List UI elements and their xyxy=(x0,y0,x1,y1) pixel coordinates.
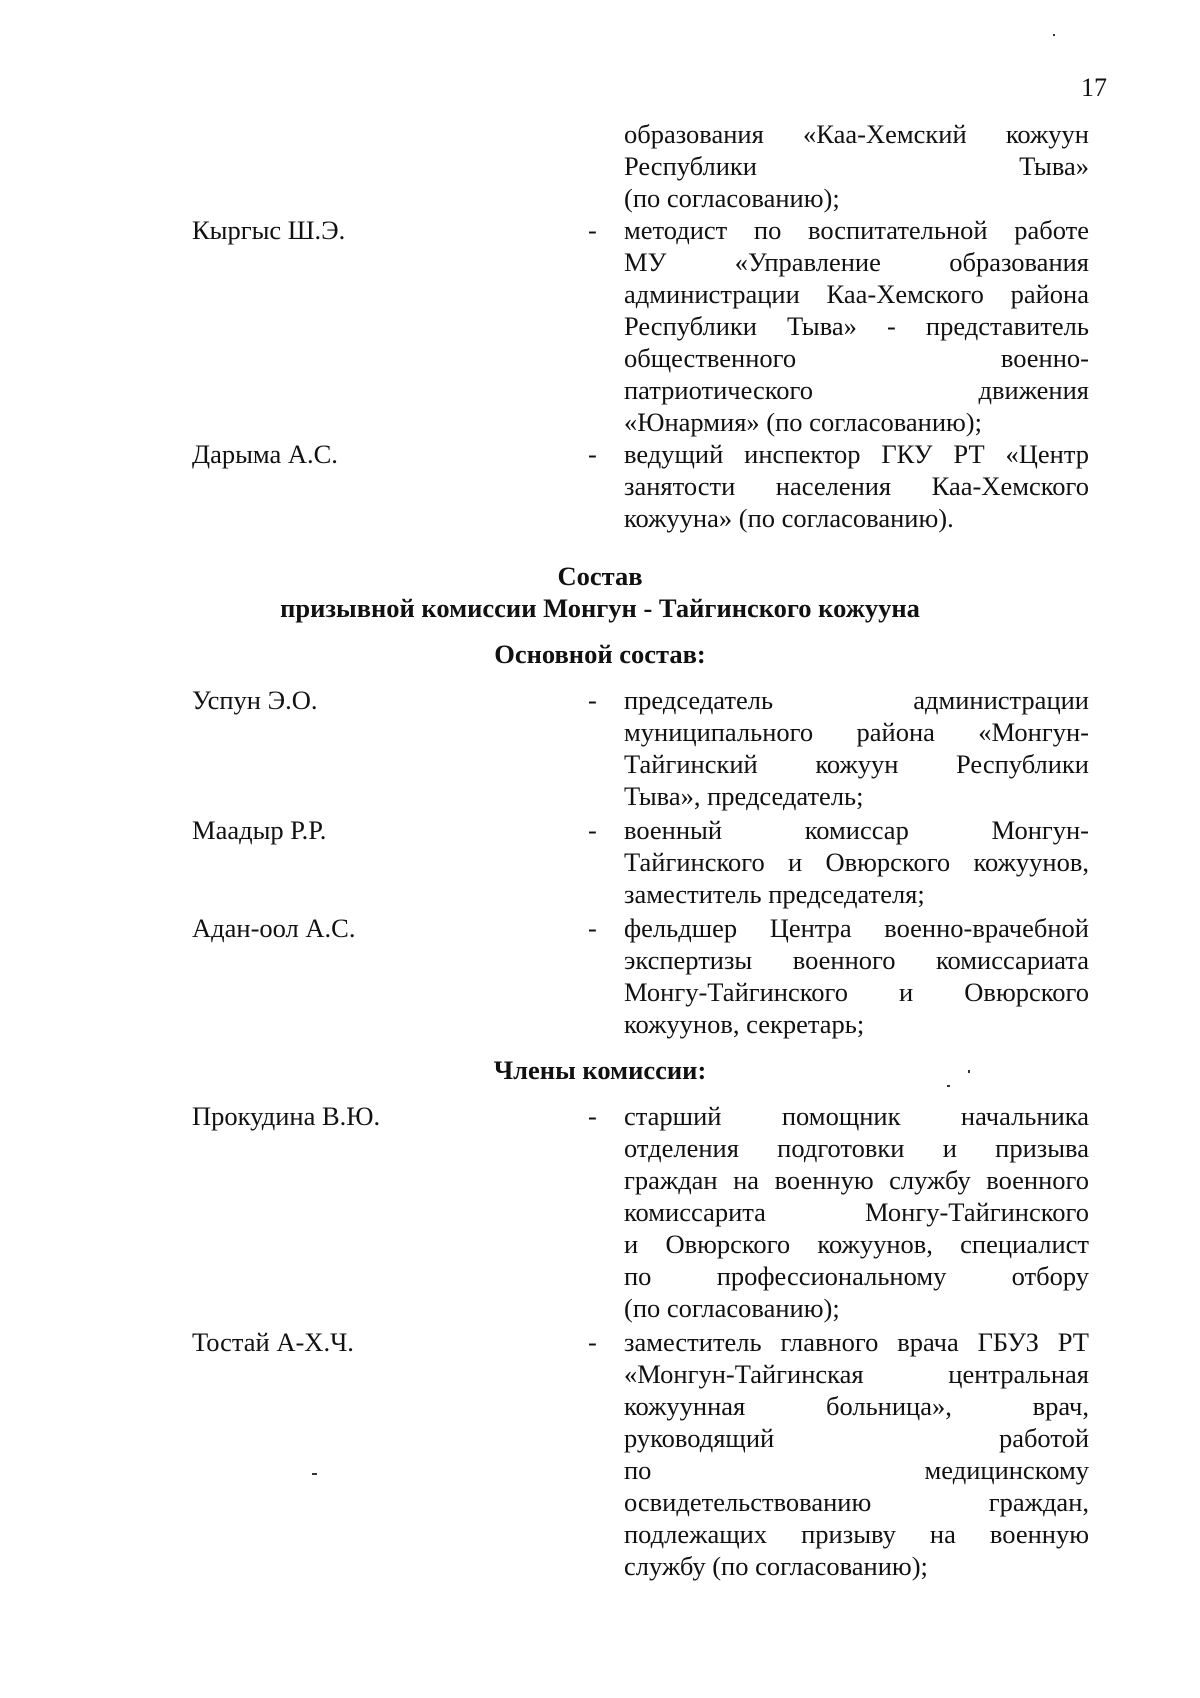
member-dash: - xyxy=(588,913,597,943)
member-desc-line: граждан на военную службу военного xyxy=(624,1165,1089,1195)
member-desc-line: экспертизы военного комиссариата xyxy=(624,945,1089,975)
member-desc-line: Тайгинского и Овюрского кожуунов, xyxy=(624,847,1089,877)
intro-line: (по согласованию); xyxy=(624,183,840,213)
member-desc-line: «Монгун-Тайгинская центральная xyxy=(624,1359,1089,1389)
member-desc-line: по медицинскому xyxy=(624,1455,1089,1485)
member-desc-line: фельдшер Центра военно-врачебной xyxy=(624,913,1089,943)
scan-speck xyxy=(1053,34,1055,36)
member-dash: - xyxy=(588,685,597,715)
member-name: Успун Э.О. xyxy=(192,685,318,715)
member-name: Тостай А-Х.Ч. xyxy=(192,1327,354,1357)
member-desc-line: администрации Каа-Хемского района xyxy=(624,279,1089,309)
member-desc-line: старший помощник начальника xyxy=(624,1101,1089,1131)
member-desc-line: патриотического движения xyxy=(624,375,1089,405)
member-name: Адан-оол А.С. xyxy=(192,913,356,943)
intro-line: образования «Каа-Хемский кожуун xyxy=(624,119,1089,149)
member-dash: - xyxy=(588,215,597,245)
section-subtitle: призывной комиссии Монгун - Тайгинского кожууна xyxy=(280,593,920,623)
member-name: Дарыма А.С. xyxy=(192,439,338,469)
member-desc-line: методист по воспитательной работе xyxy=(624,215,1089,245)
section-title: Состав xyxy=(557,561,643,591)
scan-speck xyxy=(312,1473,317,1475)
member-desc-line: освидетельствованию граждан, xyxy=(624,1487,1089,1517)
member-desc-line: заместитель главного врача ГБУЗ РТ xyxy=(624,1327,1089,1357)
main-composition-heading: Основной состав: xyxy=(494,639,706,669)
member-desc-line: службу (по согласованию); xyxy=(624,1551,928,1581)
scan-speck xyxy=(968,1070,970,1073)
member-desc-line: отделения подготовки и призыва xyxy=(624,1133,1089,1163)
member-dash: - xyxy=(588,439,597,469)
member-desc-line: Тайгинский кожуун Республики xyxy=(624,749,1089,779)
intro-line: Республики Тыва» xyxy=(624,151,1089,181)
member-desc-line: занятости населения Каа-Хемского xyxy=(624,471,1089,501)
member-desc-line: военный комиссар Монгун- xyxy=(624,815,1089,845)
member-dash: - xyxy=(588,1101,597,1131)
member-desc-line: по профессиональному отбору xyxy=(624,1261,1089,1291)
member-desc-line: МУ «Управление образования xyxy=(624,247,1089,277)
commission-members-heading: Члены комиссии: xyxy=(493,1055,707,1085)
member-desc-line: комиссарита Монгу-Тайгинского xyxy=(624,1197,1089,1227)
member-desc-line: подлежащих призыву на военную xyxy=(624,1519,1089,1549)
member-desc-line: заместитель председателя; xyxy=(624,879,925,909)
member-name: Прокудина В.Ю. xyxy=(192,1101,381,1131)
member-desc-line: муниципального района «Монгун- xyxy=(624,717,1089,747)
member-desc-line: и Овюрского кожуунов, специалист xyxy=(624,1229,1089,1259)
member-desc-line: Республики Тыва» - представитель xyxy=(624,311,1089,341)
page-number: 17 xyxy=(1081,73,1107,102)
member-desc-line: кожууна» (по согласованию). xyxy=(624,503,954,533)
member-desc-line: (по согласованию); xyxy=(624,1293,840,1323)
member-desc-line: кожуунов, секретарь; xyxy=(624,1009,865,1039)
member-desc-line: председатель администрации xyxy=(624,685,1089,715)
member-name: Маадыр Р.Р. xyxy=(192,815,327,845)
member-desc-line: «Юнармия» (по согласованию); xyxy=(624,407,982,437)
scan-speck xyxy=(947,1085,950,1087)
member-desc-line: руководящий работой xyxy=(624,1423,1089,1453)
member-dash: - xyxy=(588,1327,597,1357)
member-desc-line: кожуунная больница», врач, xyxy=(624,1391,1089,1421)
member-desc-line: ведущий инспектор ГКУ РТ «Центр xyxy=(624,439,1089,469)
member-name: Кыргыс Ш.Э. xyxy=(192,215,346,245)
member-desc-line: общественного военно- xyxy=(624,343,1089,373)
member-desc-line: Тыва», председатель; xyxy=(624,781,864,811)
member-desc-line: Монгу-Тайгинского и Овюрского xyxy=(624,977,1089,1007)
member-dash: - xyxy=(588,815,597,845)
